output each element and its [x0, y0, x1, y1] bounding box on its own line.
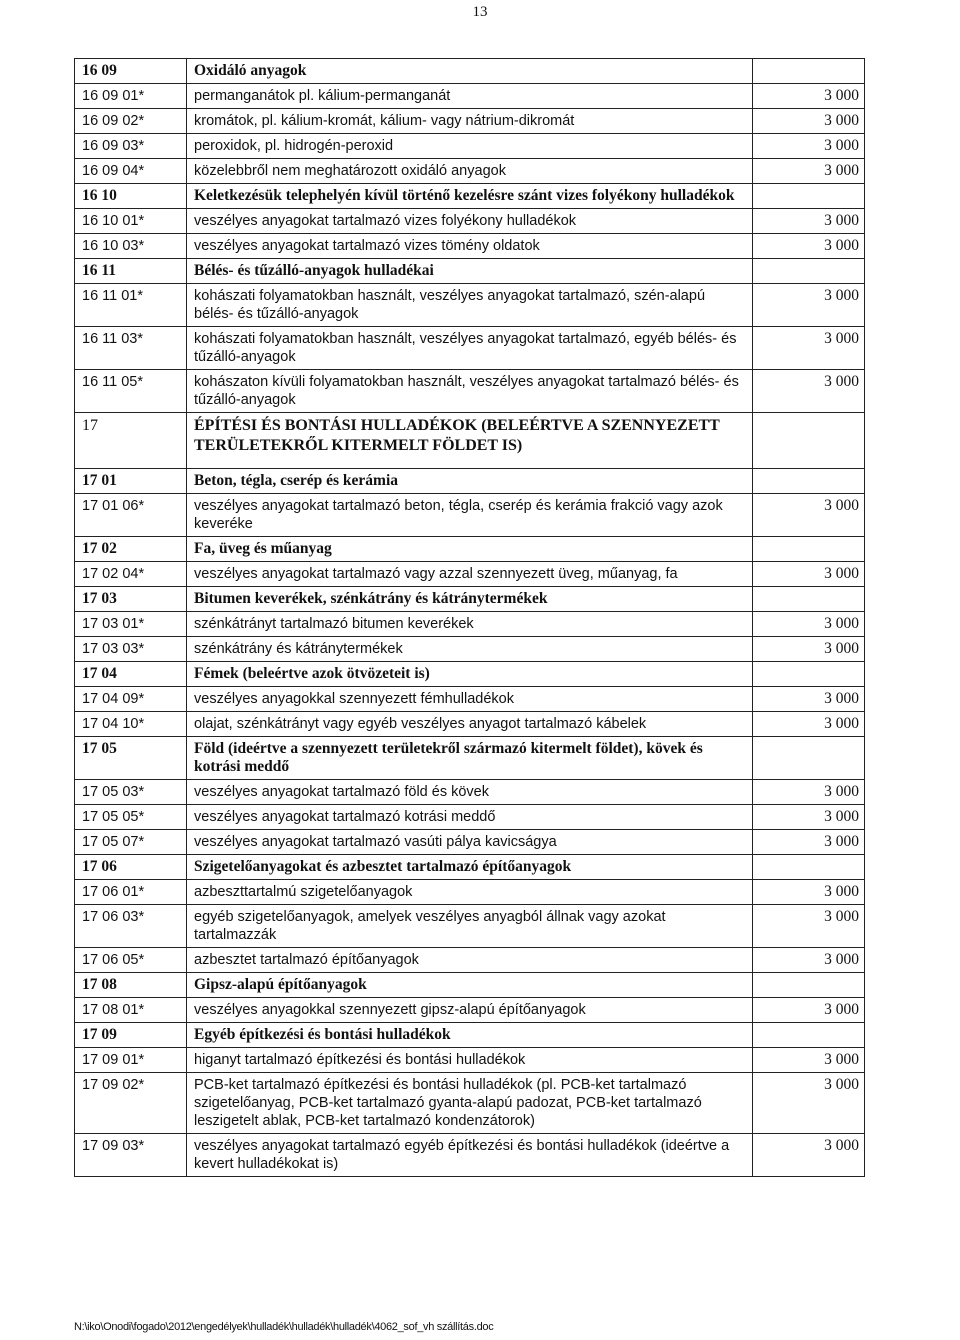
table-row	[75, 712, 865, 737]
waste-code-cell: 17 04 09*	[75, 687, 187, 712]
description-cell: permanganátok pl. kálium-permanganát	[187, 84, 753, 109]
amount-cell: 3 000	[753, 327, 865, 370]
waste-code-cell: 16 09 03*	[75, 134, 187, 159]
table-row	[75, 370, 865, 413]
waste-code-cell: 16 10 01*	[75, 209, 187, 234]
description-cell: veszélyes anyagokat tartalmazó egyéb építkezési és bontási hulladékok (ideértve a kevert hulladékokat is)	[187, 1134, 753, 1177]
waste-code-table-body	[75, 59, 865, 1177]
group-header-row	[75, 537, 865, 562]
group-header-row	[75, 855, 865, 880]
page-number: 13	[472, 4, 488, 20]
waste-code-cell: 16 11	[75, 259, 187, 284]
waste-code-cell: 16 09 01*	[75, 84, 187, 109]
amount-cell: 3 000	[753, 1073, 865, 1134]
description-cell: veszélyes anyagokat tartalmazó kotrási meddő	[187, 805, 753, 830]
waste-code-cell: 17 06 03*	[75, 905, 187, 948]
description-cell: Föld (ideértve a szennyezett területekről származó kitermelt földet), kövek és kotrási meddő	[187, 737, 753, 780]
table-row	[75, 780, 865, 805]
amount-cell	[753, 662, 865, 687]
description-cell: Bélés- és tűzálló-anyagok hulladékai	[187, 259, 753, 284]
waste-code-cell: 16 11 01*	[75, 284, 187, 327]
waste-code-cell: 17 01 06*	[75, 494, 187, 537]
amount-cell: 3 000	[753, 687, 865, 712]
table-row	[75, 948, 865, 973]
waste-code-cell: 17 09 03*	[75, 1134, 187, 1177]
amount-cell	[753, 1023, 865, 1048]
amount-cell: 3 000	[753, 905, 865, 948]
description-cell: Keletkezésük telephelyén kívül történő kezelésre szánt vizes folyékony hulladékok	[187, 184, 753, 209]
amount-cell: 3 000	[753, 159, 865, 184]
table-row	[75, 905, 865, 948]
amount-cell: 3 000	[753, 370, 865, 413]
description-cell: szénkátrány és kátránytermékek	[187, 637, 753, 662]
group-header-row	[75, 184, 865, 209]
group-header-row	[75, 587, 865, 612]
amount-cell	[753, 469, 865, 494]
description-cell: veszélyes anyagokkal szennyezett fémhulladékok	[187, 687, 753, 712]
table-row	[75, 327, 865, 370]
amount-cell: 3 000	[753, 494, 865, 537]
waste-code-cell: 17 05	[75, 737, 187, 780]
waste-code-cell: 17 06	[75, 855, 187, 880]
waste-code-cell: 17 03 01*	[75, 612, 187, 637]
waste-code-cell: 17 04 10*	[75, 712, 187, 737]
waste-code-cell: 17 03 03*	[75, 637, 187, 662]
amount-cell: 3 000	[753, 830, 865, 855]
amount-cell: 3 000	[753, 998, 865, 1023]
table-row	[75, 998, 865, 1023]
amount-cell: 3 000	[753, 234, 865, 259]
description-cell: Fémek (beleértve azok ötvözeteit is)	[187, 662, 753, 687]
description-cell: Egyéb építkezési és bontási hulladékok	[187, 1023, 753, 1048]
amount-cell	[753, 184, 865, 209]
description-cell: Bitumen keverékek, szénkátrány és kátránytermékek	[187, 587, 753, 612]
description-cell: Fa, üveg és műanyag	[187, 537, 753, 562]
waste-code-cell: 17 05 07*	[75, 830, 187, 855]
group-header-row	[75, 1023, 865, 1048]
amount-cell: 3 000	[753, 780, 865, 805]
description-cell: kohászati folyamatokban használt, veszélyes anyagokat tartalmazó, egyéb bélés- és tűzálló-anyagok	[187, 327, 753, 370]
amount-cell	[753, 413, 865, 469]
table-row	[75, 494, 865, 537]
table-row	[75, 612, 865, 637]
description-cell: Beton, tégla, cserép és kerámia	[187, 469, 753, 494]
waste-code-cell: 17 05 03*	[75, 780, 187, 805]
amount-cell: 3 000	[753, 712, 865, 737]
amount-cell: 3 000	[753, 1134, 865, 1177]
table-row	[75, 637, 865, 662]
amount-cell	[753, 259, 865, 284]
description-cell: veszélyes anyagokat tartalmazó vasúti pálya kavicságya	[187, 830, 753, 855]
waste-code-cell: 16 10	[75, 184, 187, 209]
waste-code-cell: 17 05 05*	[75, 805, 187, 830]
amount-cell: 3 000	[753, 84, 865, 109]
waste-code-cell: 17 01	[75, 469, 187, 494]
description-cell: kohászaton kívüli folyamatokban használt, veszélyes anyagokat tartalmazó bélés- és tűzálló-anyagok	[187, 370, 753, 413]
waste-code-cell: 17 06 05*	[75, 948, 187, 973]
amount-cell	[753, 59, 865, 84]
description-cell: olajat, szénkátrányt vagy egyéb veszélyes anyagot tartalmazó kábelek	[187, 712, 753, 737]
waste-code-cell: 17 09	[75, 1023, 187, 1048]
group-header-row	[75, 259, 865, 284]
waste-code-cell: 16 09 02*	[75, 109, 187, 134]
table-row	[75, 109, 865, 134]
description-cell: peroxidok, pl. hidrogén-peroxid	[187, 134, 753, 159]
amount-cell: 3 000	[753, 805, 865, 830]
description-cell: veszélyes anyagokat tartalmazó föld és kövek	[187, 780, 753, 805]
waste-code-table	[74, 58, 865, 1177]
table-row	[75, 880, 865, 905]
waste-code-cell: 17 04	[75, 662, 187, 687]
description-cell: veszélyes anyagokat tartalmazó vagy azzal szennyezett üveg, műanyag, fa	[187, 562, 753, 587]
description-cell: veszélyes anyagokat tartalmazó vizes folyékony hulladékok	[187, 209, 753, 234]
table-row	[75, 830, 865, 855]
description-cell: egyéb szigetelőanyagok, amelyek veszélyes anyagból állnak vagy azokat tartalmazzák	[187, 905, 753, 948]
waste-code-cell: 16 09 04*	[75, 159, 187, 184]
description-cell: közelebbről nem meghatározott oxidáló anyagok	[187, 159, 753, 184]
description-cell: szénkátrányt tartalmazó bitumen keverékek	[187, 612, 753, 637]
description-cell: PCB-ket tartalmazó építkezési és bontási hulladékok (pl. PCB-ket tartalmazó szigetelőanyag, PCB-ket tartalmazó gyanta-alapú padozat, PCB-ket tartalmazó leszigetelt ablak, PCB-ket tartalmazó kondenzátorok)	[187, 1073, 753, 1134]
waste-code-cell: 17 03	[75, 587, 187, 612]
group-header-row	[75, 662, 865, 687]
table-row	[75, 84, 865, 109]
description-cell: veszélyes anyagokat tartalmazó vizes tömény oldatok	[187, 234, 753, 259]
waste-code-cell: 17 08 01*	[75, 998, 187, 1023]
waste-code-cell: 16 10 03*	[75, 234, 187, 259]
description-cell: higanyt tartalmazó építkezési és bontási hulladékok	[187, 1048, 753, 1073]
table-row	[75, 284, 865, 327]
amount-cell: 3 000	[753, 134, 865, 159]
group-header-row	[75, 59, 865, 84]
description-cell: Oxidáló anyagok	[187, 59, 753, 84]
amount-cell: 3 000	[753, 284, 865, 327]
waste-code-cell: 17 02 04*	[75, 562, 187, 587]
description-cell: azbesztet tartalmazó építőanyagok	[187, 948, 753, 973]
group-header-row	[75, 973, 865, 998]
amount-cell	[753, 587, 865, 612]
waste-code-cell: 17 06 01*	[75, 880, 187, 905]
amount-cell: 3 000	[753, 612, 865, 637]
amount-cell: 3 000	[753, 880, 865, 905]
table-row	[75, 209, 865, 234]
amount-cell: 3 000	[753, 1048, 865, 1073]
waste-code-cell: 16 11 05*	[75, 370, 187, 413]
table-row	[75, 159, 865, 184]
amount-cell: 3 000	[753, 209, 865, 234]
amount-cell	[753, 537, 865, 562]
waste-code-cell: 17 08	[75, 973, 187, 998]
description-cell: ÉPÍTÉSI ÉS BONTÁSI HULLADÉKOK (BELEÉRTVE A SZENNYEZETT TERÜLETEKRŐL KITERMELT FÖLDET IS)	[187, 413, 753, 469]
amount-cell: 3 000	[753, 948, 865, 973]
waste-code-cell: 16 09	[75, 59, 187, 84]
table-row	[75, 134, 865, 159]
description-cell: veszélyes anyagokkal szennyezett gipsz-alapú építőanyagok	[187, 998, 753, 1023]
amount-cell: 3 000	[753, 562, 865, 587]
file-path-footer: N:\iko\Onodi\fogado\2012\engedélyek\hulladék\hulladék\hulladék\4062_sof_vh szállítás.doc	[74, 1321, 494, 1333]
waste-code-cell: 16 11 03*	[75, 327, 187, 370]
amount-cell: 3 000	[753, 637, 865, 662]
table-row	[75, 234, 865, 259]
description-cell: kohászati folyamatokban használt, veszélyes anyagokat tartalmazó, szén-alapú bélés- és tűzálló-anyagok	[187, 284, 753, 327]
chapter-header-row	[75, 413, 865, 469]
table-row	[75, 562, 865, 587]
amount-cell	[753, 737, 865, 780]
waste-code-cell: 17 02	[75, 537, 187, 562]
table-row	[75, 687, 865, 712]
waste-code-cell: 17 09 02*	[75, 1073, 187, 1134]
description-cell: kromátok, pl. kálium-kromát, kálium- vagy nátrium-dikromát	[187, 109, 753, 134]
table-row	[75, 1048, 865, 1073]
description-cell: Gipsz-alapú építőanyagok	[187, 973, 753, 998]
table-row	[75, 1073, 865, 1134]
table-row	[75, 805, 865, 830]
amount-cell	[753, 973, 865, 998]
group-header-row	[75, 469, 865, 494]
description-cell: azbeszttartalmú szigetelőanyagok	[187, 880, 753, 905]
group-header-row	[75, 737, 865, 780]
table-row	[75, 1134, 865, 1177]
description-cell: Szigetelőanyagokat és azbesztet tartalmazó építőanyagok	[187, 855, 753, 880]
amount-cell: 3 000	[753, 109, 865, 134]
waste-code-cell: 17 09 01*	[75, 1048, 187, 1073]
description-cell: veszélyes anyagokat tartalmazó beton, tégla, cserép és kerámia frakció vagy azok keveréke	[187, 494, 753, 537]
waste-code-table-container	[74, 58, 864, 1177]
amount-cell	[753, 855, 865, 880]
waste-code-cell: 17	[75, 413, 187, 469]
